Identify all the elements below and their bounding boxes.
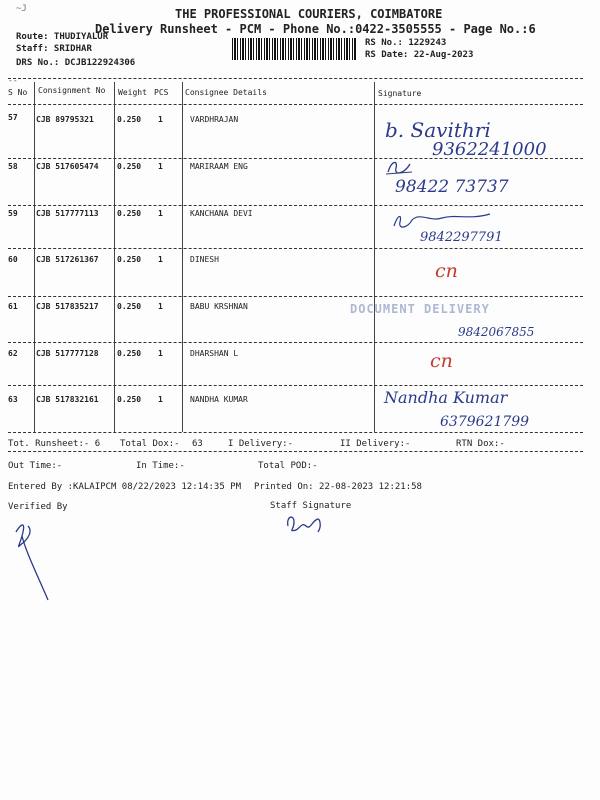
row-consignee: VARDHRAJAN [190, 115, 239, 124]
row-weight: 0.250 [117, 209, 142, 218]
row-pcs: 1 [158, 162, 163, 171]
initials-scribble-58 [384, 158, 414, 178]
table-bottom-rule [8, 432, 583, 433]
i-delivery: I Delivery:- [228, 439, 294, 449]
row-rule [8, 248, 583, 249]
col-header-pcs: PCS [154, 88, 169, 97]
staff-signature-label: Staff Signature [270, 501, 352, 511]
total-dox-value: 63 [192, 439, 203, 449]
col-divider [182, 82, 183, 432]
row-rule [8, 205, 583, 206]
verified-by: Verified By [8, 502, 68, 512]
row-weight: 0.250 [117, 395, 142, 404]
row-rule [8, 385, 583, 386]
row-pcs: 1 [158, 255, 163, 264]
row-rule [8, 342, 583, 343]
col-header-signature: Signature [378, 89, 422, 98]
total-pod: Total POD:- [258, 461, 318, 471]
row-sno: 59 [8, 209, 18, 218]
staff-label: Staff: SRIDHAR [16, 44, 92, 54]
col-header-weight: Weight [118, 88, 147, 97]
phone-57: 9362241000 [432, 139, 547, 160]
printed-on: Printed On: 22-08-2023 12:21:58 [254, 482, 422, 492]
row-sno: 62 [8, 349, 18, 358]
cn-mark-62: cn [430, 350, 453, 372]
row-sno: 61 [8, 302, 18, 311]
row-sno: 57 [8, 113, 18, 122]
runsheet-subtitle: Delivery Runsheet - PCM - Phone No.:0422-3505555 - Page No.:6 [95, 22, 536, 36]
row-pcs: 1 [158, 302, 163, 311]
row-weight: 0.250 [117, 255, 142, 264]
drs-number: DRS No.: DCJB122924306 [16, 58, 136, 68]
corner-mark: ~J [16, 4, 27, 14]
cn-mark-60: cn [435, 260, 458, 282]
row-sno: 60 [8, 255, 18, 264]
col-header-consignee: Consignee Details [185, 88, 267, 97]
row-pcs: 1 [158, 349, 163, 358]
row-weight: 0.250 [117, 115, 142, 124]
col-header-consignment: Consignment No [38, 86, 106, 95]
row-consignee: NANDHA KUMAR [190, 395, 248, 404]
phone-63: 6379621799 [440, 414, 530, 430]
row-rule [8, 158, 583, 159]
row-weight: 0.250 [117, 302, 142, 311]
row-weight: 0.250 [117, 349, 142, 358]
row-pcs: 1 [158, 115, 163, 124]
row-pcs: 1 [158, 395, 163, 404]
row-consignment: CJB 517261367 [36, 255, 99, 264]
signature-63: Nandha Kumar [384, 388, 508, 407]
table-top-rule [8, 78, 583, 79]
barcode-image [232, 38, 357, 60]
total-dox-label: Total Dox:- [120, 439, 180, 449]
row-consignment: CJB 517835217 [36, 302, 99, 311]
signature-57: b. Savithri [385, 118, 491, 142]
company-title: THE PROFESSIONAL COURIERS, COIMBATORE [175, 7, 443, 21]
row-consignment: CJB 517832161 [36, 395, 99, 404]
phone-59: 9842297791 [420, 230, 503, 245]
ii-delivery: II Delivery:- [340, 439, 411, 449]
summary-rule [8, 451, 583, 452]
verifier-signature [8, 512, 58, 604]
header-bottom-rule [8, 104, 583, 105]
col-header-sno: S No [8, 88, 28, 97]
row-weight: 0.250 [117, 162, 142, 171]
route-label: Route: THUDIYALUR [16, 32, 109, 42]
row-consignment: CJB 89795321 [36, 115, 94, 124]
row-consignment: CJB 517605474 [36, 162, 99, 171]
row-sno: 63 [8, 395, 18, 404]
phone-58: 98422 73737 [395, 177, 509, 197]
entered-by: Entered By :KALAIPCM 08/22/2023 12:14:35 PM [8, 482, 241, 492]
rtn-dox: RTN Dox:- [456, 439, 505, 449]
delivery-stamp: DOCUMENT DELIVERY [350, 302, 490, 316]
row-consignee: MARIRAAM ENG [190, 162, 248, 171]
in-time: In Time:- [136, 461, 185, 471]
col-divider [374, 82, 375, 432]
row-pcs: 1 [158, 209, 163, 218]
row-consignee: KANCHANA DEVI [190, 209, 253, 218]
staff-signature [282, 508, 332, 538]
row-rule [8, 296, 583, 297]
tot-runsheet: Tot. Runsheet:- 6 [8, 439, 101, 449]
row-consignee: DINESH [190, 255, 219, 264]
row-consignment: CJB 517777113 [36, 209, 99, 218]
phone-61: 9842067855 [458, 325, 535, 339]
col-divider [114, 82, 115, 432]
rs-date: RS Date: 22-Aug-2023 [365, 50, 474, 60]
row-consignee: BABU KRSHNAN [190, 302, 248, 311]
out-time: Out Time:- [8, 461, 63, 471]
rs-number: RS No.: 1229243 [365, 38, 447, 48]
col-divider [34, 82, 35, 432]
row-sno: 58 [8, 162, 18, 171]
row-consignee: DHARSHAN L [190, 349, 239, 358]
row-consignment: CJB 517777128 [36, 349, 99, 358]
